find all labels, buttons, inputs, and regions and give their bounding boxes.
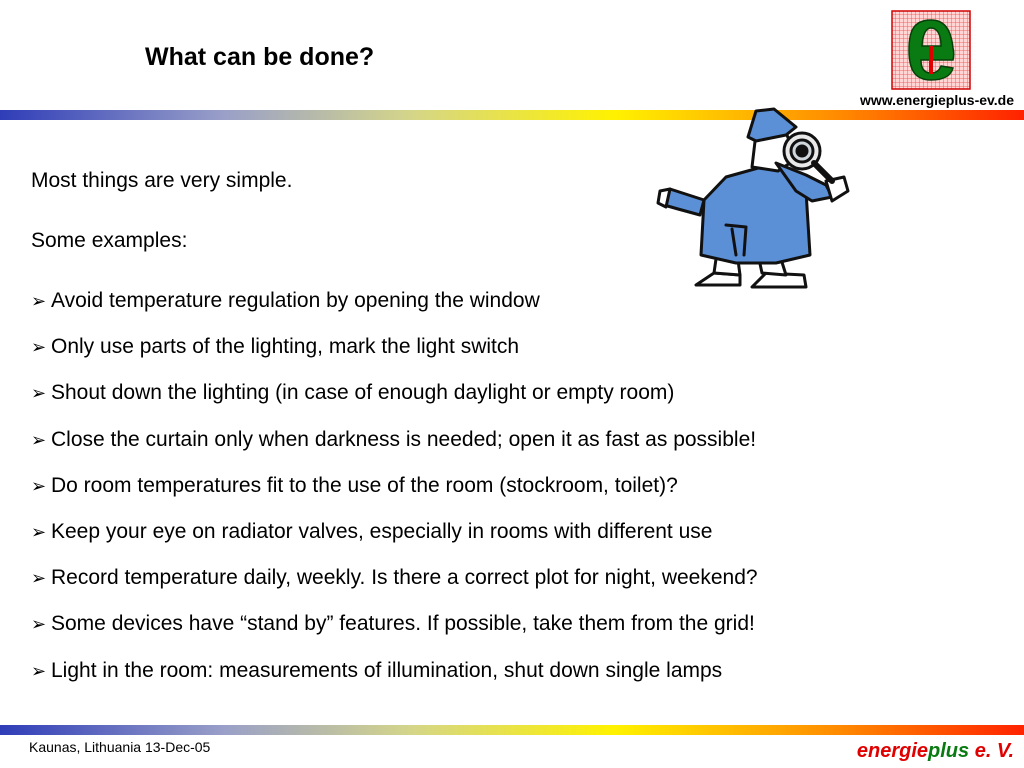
arrow-bullet-icon: ➢ [31,337,47,358]
arrow-bullet-icon: ➢ [31,521,47,542]
list-item: ➢ Some devices have “stand by” features. If possible, take them from the grid! [31,609,758,655]
list-item: ➢ Shout down the lighting (in case of enough daylight or empty room) [31,378,758,424]
examples-list [31,286,758,702]
arrow-bullet-icon: ➢ [31,383,47,404]
brand-ev: e. V. [969,740,1014,762]
arrow-bullet-icon: ➢ [31,291,47,311]
list-item: ➢ Close the curtain only when darkness is needed; open it as fast as possible! [31,425,758,471]
energieplus-logo-icon [891,10,971,90]
brand-energie: energie [856,740,929,762]
list-item: ➢ Avoid temperature regulation by opening the window [31,286,758,332]
arrow-bullet-icon: ➢ [31,660,47,681]
list-item: ➢ Light in the room: measurements of illumination, shut down single lamps [31,656,758,702]
intro-text: Most things are very simple. [31,169,293,192]
list-item: ➢ Do room temperatures fit to the use of the room (stockroom, toilet)? [31,471,758,517]
arrow-bullet-icon: ➢ [31,475,47,496]
header-gradient-band [0,110,1024,120]
arrow-bullet-icon: ➢ [31,568,47,589]
slide-title: What can be done? [145,43,375,71]
arrow-bullet-icon: ➢ [31,614,47,635]
arrow-bullet-icon: ➢ [31,429,47,450]
footer-brand [857,739,1014,763]
footer-gradient-band [0,725,1024,735]
website-url: www.energieplus-ev.de [859,92,1014,108]
footer-location-date: Kaunas, Lithuania 13-Dec-05 [29,739,211,755]
list-item: ➢ Record temperature daily, weekly. Is there a correct plot for night, weekend? [31,563,758,609]
detective-magnifier-icon [656,105,856,295]
brand-plus: plus [928,740,970,762]
list-item: ➢ Only use parts of the lighting, mark the light switch [31,332,758,378]
list-item: ➢ Keep your eye on radiator valves, especially in rooms with different use [31,517,758,563]
examples-label: Some examples: [31,229,188,252]
